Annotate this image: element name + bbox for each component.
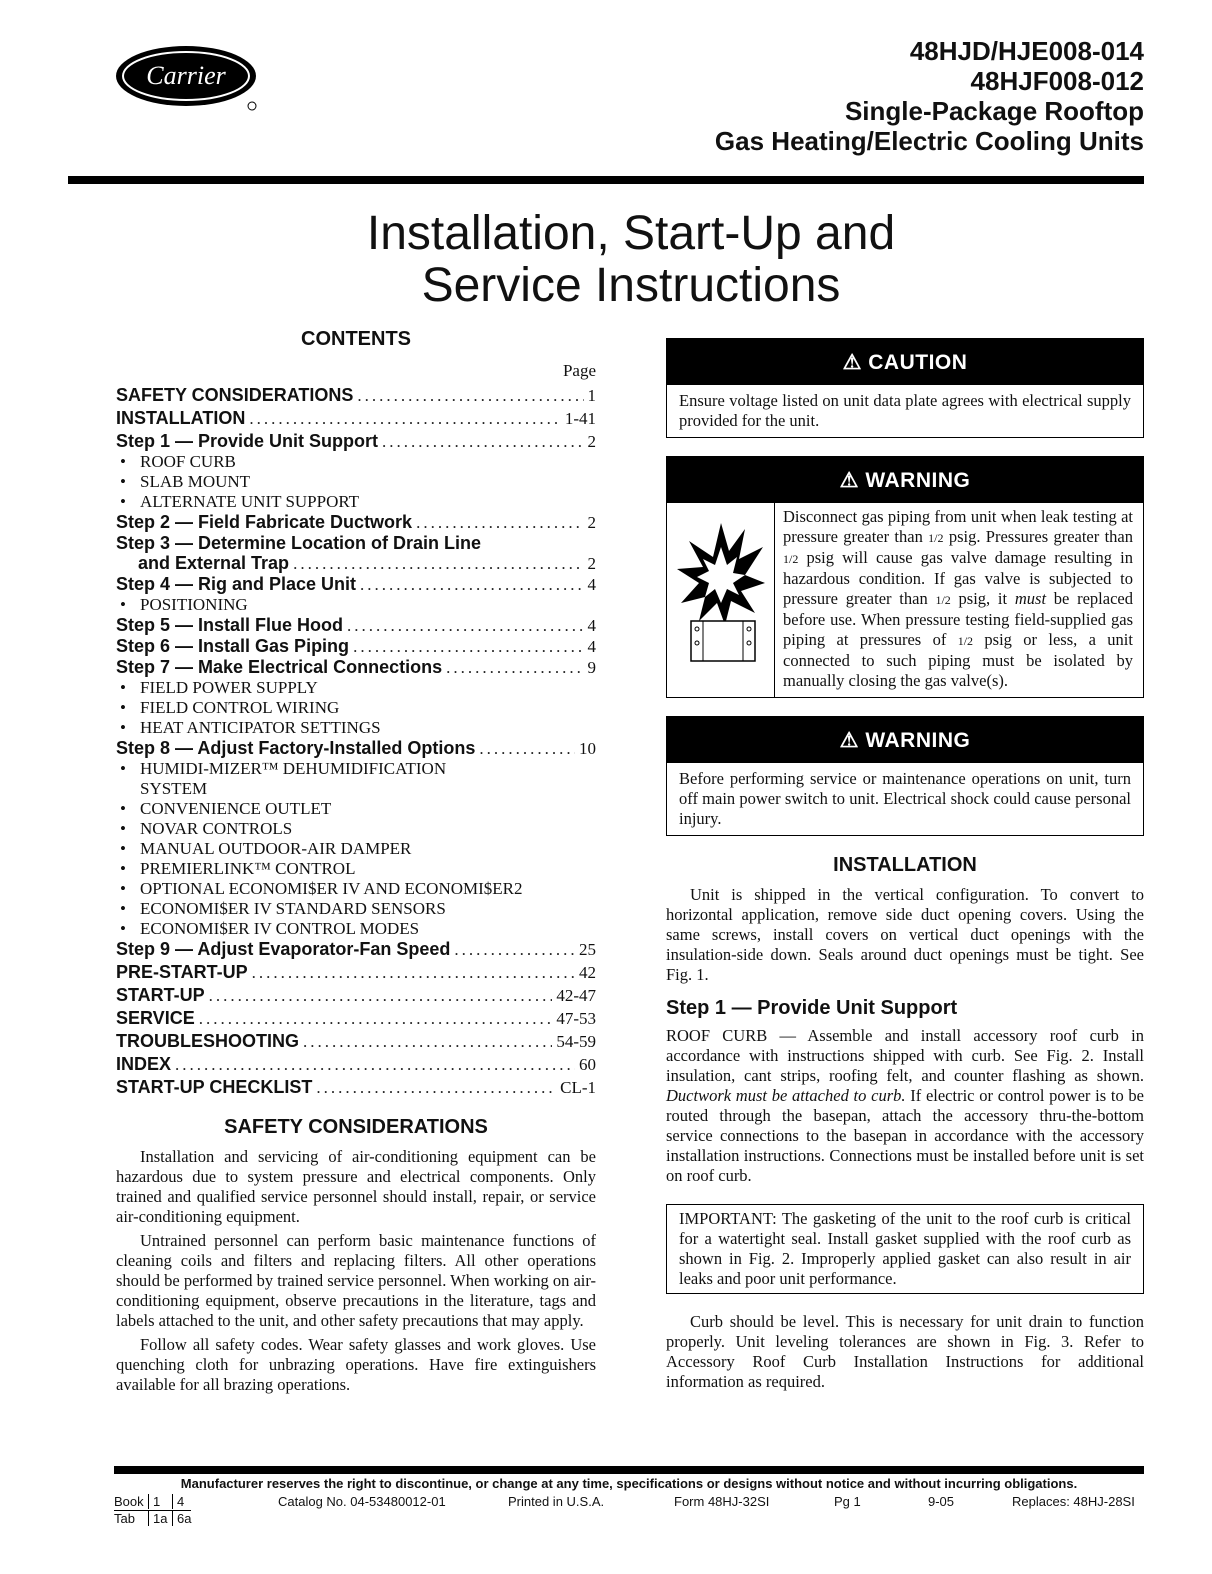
toc-entry-label: INSTALLATION [116,408,246,428]
gas-warning-text: Disconnect gas piping from unit when leak testing at pressure greater than 1/2 psig. Pressures greater than 1/2 psig will cause gas valve damage resulting in hazardous condition. If gas valve is subjected to pressure greater than 1/2 psig, it must be replaced before use. When pressure testing field-supplied gas piping at pressures of 1/2 psig or less, a unit connected to such piping must be isolated by manually closing the gas valve(s). [783,507,1133,690]
toc-entry-page: 1-41 [564,409,596,428]
toc-leader-dots [446,658,583,678]
toc-entry-label: Step 9 — Adjust Evaporator-Fan Speed [116,939,451,959]
important-note: IMPORTANT: The gasketing of the unit to the roof curb is critical for a watertight seal. Install gasket supplied with the roof curb as shown in Fig. 2. Improperly applied gasket can also result in air leaks and poor unit performance. [666,1204,1144,1294]
toc-entry-page: 9 [587,658,596,677]
book-label: Book [114,1494,144,1509]
roof-curb-paragraph: ROOF CURB — Assemble and install accessory roof curb in accordance with instructions shipped with curb. See Fig. 2. Install insulation, cant strips, roofing felt, and counter flashing as shown. Ductwork must be attached to curb. If electric or control power is to be routed through the basepan, attach the accessory thru-the-bottom service connections to the basepan in accordance with the accessory installation instructions. Connections must be installed before unit is set on roof curb. [666,1026,1144,1185]
table-of-contents [116,385,596,1098]
toc-entry-label: SAFETY CONSIDERATIONS [116,385,354,405]
page-number: Pg 1 [834,1494,861,1509]
toc-entry-label: Step 6 — Install Gas Piping [116,636,350,656]
toc-entry-page: CL-1 [560,1078,596,1097]
toc-bullet-item: • ALTERNATE UNIT SUPPORT [116,492,596,512]
toc-bullet-item: • ROOF CURB [116,452,596,472]
carrier-logo [114,42,260,114]
toc-bullet-item: SYSTEM [140,779,208,798]
toc-leader-dots [360,575,583,595]
toc-entry-page: 54-59 [556,1032,596,1051]
electrical-warning-box [666,716,1144,836]
toc-entry-page: 2 [587,432,596,451]
toc-leader-dots [357,386,583,406]
toc-entry [116,738,596,759]
svg-text:Carrier: Carrier [146,61,226,90]
toc-bullet-item: • ECONOMI$ER IV STANDARD SENSORS [116,899,596,919]
toc-entry-label: Step 2 — Field Fabricate Ductwork [116,512,413,532]
toc-entry [116,985,596,1006]
safety-paragraph-1: Installation and servicing of air-conditioning equipment can be hazardous due to system pressure and electrical components. Only trained and qualified service personnel should install, repair, or service air-conditioning equipment. [116,1147,596,1226]
page-title [0,208,1212,312]
toc-leader-dots [209,986,553,1006]
toc-bullet-item: • SLAB MOUNT [116,472,596,492]
toc-leader-dots [293,554,583,574]
product-line-2: Gas Heating/Electric Cooling Units [714,126,1144,156]
toc-entry-page: 2 [587,513,596,532]
gas-warning-box [666,456,1144,698]
contents-heading: CONTENTS [301,328,411,350]
safety-paragraph-2: Untrained personnel can perform basic maintenance functions of cleaning coils and filters and replacing filters. All other operations should be performed by trained service personnel. When working on air-conditioning equipment, observe precautions in the literature, tags and labels attached to the unit, and other safety precautions that may apply. [116,1231,597,1330]
caution-label: ⚠ CAUTION [667,339,1143,385]
title-line-2: Service Instructions [421,259,841,312]
toc-bullet-item: • MANUAL OUTDOOR-AIR DAMPER [116,839,596,859]
toc-bullet-item: • PREMIERLINK™ CONTROL [116,859,596,879]
toc-leader-dots [347,616,583,636]
toc-bullet-item: • ECONOMI$ER IV CONTROL MODES [116,919,596,939]
toc-entry [116,553,596,574]
toc-entry [116,657,596,678]
form-number: Form 48HJ-32SI [674,1494,770,1509]
toc-leader-dots [303,1032,552,1052]
toc-bullet-item: • CONVENIENCE OUTLET [116,799,596,819]
toc-entry-label: PRE-START-UP [116,962,248,982]
toc-entry [116,1031,596,1052]
explosion-hazard-icon [667,503,775,697]
safety-paragraph-3: Follow all safety codes. Wear safety glasses and work gloves. Use quenching cloth for unbrazing operations. Have fire extinguishers available for all brazing operations. [116,1335,596,1394]
model-line-2: 48HJF008-012 [970,66,1144,96]
toc-entry-page: 10 [579,739,596,758]
toc-leader-dots [249,409,561,429]
step-1-heading: Step 1 — Provide Unit Support [666,997,958,1019]
toc-leader-dots [382,432,583,452]
toc-entry [116,1077,596,1098]
electrical-warning-text: Before performing service or maintenance operations on unit, turn off main power switch to unit. Electrical shock could cause personal injury. [679,769,1131,828]
caution-text: Ensure voltage listed on unit data plate agrees with electrical supply provided for the unit. [679,391,1131,430]
model-line-1: 48HJD/HJE008-014 [909,36,1144,66]
toc-entry-label: and External Trap [138,553,290,573]
toc-entry-page: 2 [587,554,596,573]
toc-entry-label: START-UP [116,985,205,1005]
toc-entry [116,636,596,657]
toc-entry [116,1054,596,1075]
book-number-1: 1 [148,1494,160,1509]
safety-heading: SAFETY CONSIDERATIONS [224,1116,488,1138]
contents-page-label: Page [562,361,596,380]
printed-in: Printed in U.S.A. [508,1494,605,1509]
toc-entry [116,1008,596,1029]
toc-entry [116,512,596,533]
toc-leader-dots [454,940,575,960]
toc-entry-page: 42-47 [556,986,596,1005]
left-column [116,328,596,1399]
toc-bullet-item: • POSITIONING [116,595,596,615]
toc-bullet-item: • HUMIDI-MIZER™ DEHUMIDIFICATION [116,759,596,779]
title-line-1: Installation, Start-Up and [366,207,896,260]
toc-entry [116,431,596,452]
tab-number-1: 1a [148,1510,173,1526]
toc-entry [116,385,596,406]
toc-entry [116,408,596,429]
toc-entry-page: 1 [587,386,596,405]
toc-entry: Step 3 — Determine Location of Drain Line [116,533,482,553]
replaces: Replaces: 48HJ-28SI [1012,1494,1135,1509]
toc-bullet-item: • HEAT ANTICIPATOR SETTINGS [116,718,596,738]
toc-leader-dots [353,637,583,657]
caution-box [666,338,1144,438]
installation-heading: INSTALLATION [833,854,977,876]
toc-entry [116,939,596,960]
toc-entry-label: START-UP CHECKLIST [116,1077,313,1097]
toc-entry-page: 47-53 [556,1009,596,1028]
toc-entry [116,962,596,983]
tab-label: Tab [114,1510,148,1526]
toc-entry-label: Step 5 — Install Flue Hood [116,615,344,635]
catalog-number: Catalog No. 04-53480012-01 [278,1494,446,1509]
toc-entry-page: 25 [579,940,596,959]
toc-bullet-item: • FIELD CONTROL WIRING [116,698,596,718]
toc-entry-label: Step 8 — Adjust Factory-Installed Options [116,738,476,758]
print-date: 9-05 [928,1494,955,1509]
toc-entry [116,574,596,595]
toc-entry-page: 60 [579,1055,596,1074]
toc-bullet-item: • OPTIONAL ECONOMI$ER IV AND ECONOMI$ER2 [116,879,596,899]
curb-level-paragraph: Curb should be level. This is necessary for unit drain to function properly. Unit leveling tolerances are shown in Fig. 3. Refer to Accessory Roof Curb Installation Instructions for additional information as required. [666,1312,1144,1391]
tab-number-2: 6a [172,1510,191,1526]
header-titles [715,36,1144,156]
toc-entry-label: SERVICE [116,1008,195,1028]
toc-leader-dots [175,1055,575,1075]
toc-entry-page: 4 [587,575,596,594]
right-column [666,338,1144,1396]
gas-warning-label: ⚠ WARNING [667,457,1143,503]
top-rule [68,176,1144,184]
footer-disclaimer: Manufacturer reserves the right to discontinue, or change at any time, specifications or designs without notice and without incurring obligations. [180,1476,1078,1491]
installation-paragraph: Unit is shipped in the vertical configuration. To convert to horizontal application, remove side duct opening covers. Using the same screws, install covers on vertical duct openings with the insulation-side down. Seals around duct openings must be tight. See Fig. 1. [666,885,1144,984]
book-number-2: 4 [172,1494,184,1509]
toc-entry-page: 4 [587,616,596,635]
toc-entry-label: Step 4 — Rig and Place Unit [116,574,357,594]
product-line-1: Single-Package Rooftop [844,96,1144,126]
toc-entry-label: INDEX [116,1054,172,1074]
toc-bullet-item: • NOVAR CONTROLS [116,819,596,839]
toc-leader-dots [416,513,583,533]
toc-entry-page: 42 [579,963,596,982]
toc-bullet-item: • FIELD POWER SUPPLY [116,678,596,698]
toc-leader-dots [316,1078,556,1098]
toc-leader-dots [479,739,575,759]
toc-entry-label: Step 1 — Provide Unit Support [116,431,379,451]
toc-entry-page: 4 [587,637,596,656]
toc-leader-dots [252,963,575,983]
toc-leader-dots [199,1009,553,1029]
toc-entry-label: TROUBLESHOOTING [116,1031,299,1051]
bottom-rule [114,1466,1144,1474]
toc-entry [116,615,596,636]
toc-entry-label: Step 7 — Make Electrical Connections [116,657,443,677]
electrical-warning-label: ⚠ WARNING [667,717,1143,763]
